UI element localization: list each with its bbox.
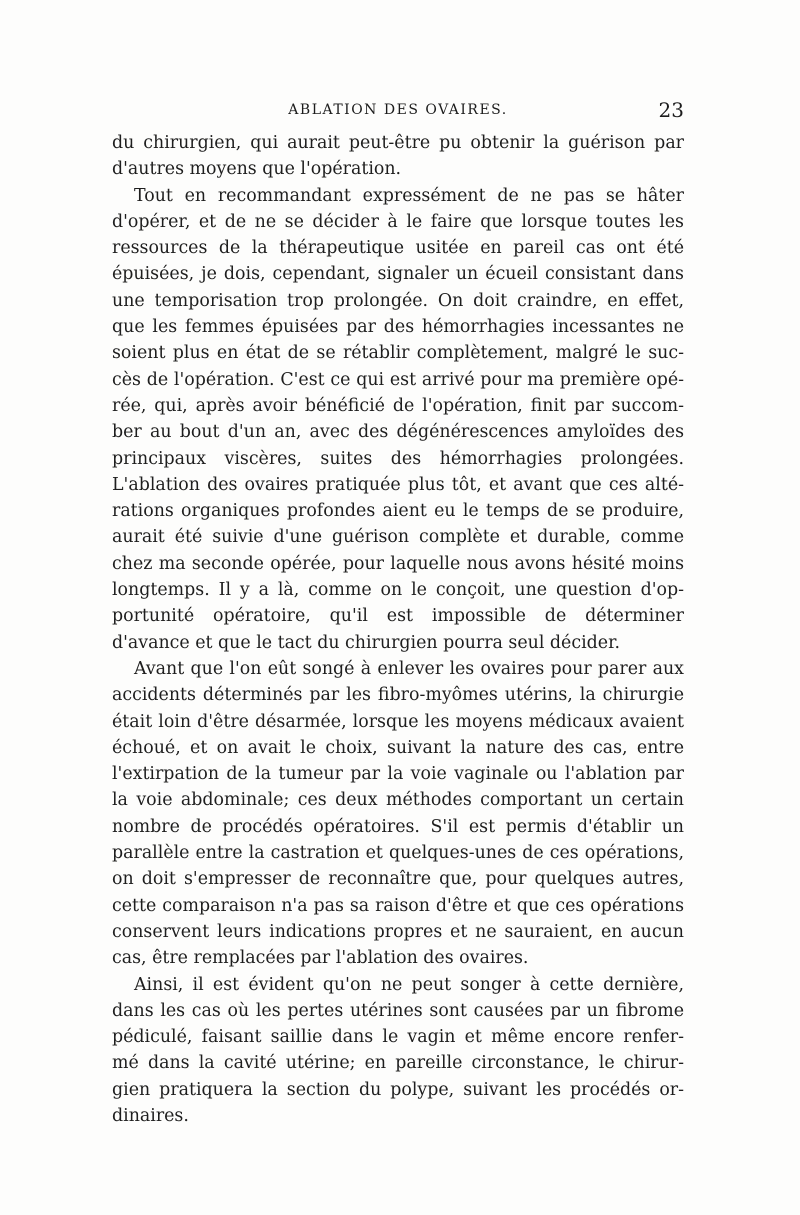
text-line: L'ablation des ovaires pratiquée plus tôt, et avant que ces alté- [112, 474, 684, 495]
text-line: Tout en recommandant expressément de ne pas se hâter [134, 185, 684, 206]
text-line: parallèle entre la castration et quelques-unes de ces opérations, [112, 843, 684, 864]
text-line: était loin d'être désarmée, lorsque les moyens médicaux avaient [112, 711, 684, 732]
text-line: on doit s'empresser de reconnaître que, pour quelques autres, [112, 869, 684, 890]
text-line: mé dans la cavité utérine; en pareille circonstance, le chirur- [112, 1053, 684, 1074]
running-title: ABLATION DES OVAIRES. [288, 102, 508, 118]
text-line: d'avance et que le tact du chirurgien pourra seul décider. [112, 632, 621, 653]
text-line: cette comparaison n'a pas sa raison d'être et que ces opérations [112, 895, 684, 916]
text-line: cas, être remplacées par l'ablation des ovaires. [112, 948, 529, 969]
text-line: accidents déterminés par les fibro-myômes utérins, la chirurgie [112, 685, 684, 706]
text-line: d'opérer, et de ne se décider à le faire que lorsque toutes les [112, 211, 684, 232]
text-line: épuisées, je dois, cependant, signaler un écueil consistant dans [112, 264, 684, 285]
text-line: cès de l'opération. C'est ce qui est arrivé pour ma première opé- [112, 369, 684, 390]
text-line: principaux viscères, suites des hémorrhagies prolongées. [112, 448, 684, 469]
text-line: ressources de la thérapeutique usitée en pareil cas ont été [112, 238, 684, 259]
text-line: nombre de procédés opératoires. S'il est permis d'établir un [112, 816, 684, 837]
text-line: gien pratiquera la section du polype, suivant les procédés or- [112, 1079, 684, 1100]
text-line: rée, qui, après avoir bénéficié de l'opération, finit par succom- [112, 395, 684, 416]
text-line: ber au bout d'un an, avec des dégénérescences amyloïdes des [112, 422, 684, 443]
text-line: que les femmes épuisées par des hémorrhagies incessantes ne [112, 317, 684, 338]
text-line: la voie abdominale; ces deux méthodes comportant un certain [112, 790, 684, 811]
text-line: soient plus en état de se rétablir complètement, malgré le suc- [112, 343, 684, 364]
text-line: pédiculé, faisant saillie dans le vagin et même encore renfer- [112, 1027, 684, 1048]
text-line: une temporisation trop prolongée. On doit craindre, en effet, [112, 290, 684, 311]
text-line: chez ma seconde opérée, pour laquelle nous avons hésité moins [112, 553, 684, 574]
text-line: dans les cas où les pertes utérines sont causées par un fibrome [112, 1000, 684, 1021]
text-line: rations organiques profondes aient eu le temps de se produire, [112, 501, 684, 522]
text-line: dinaires. [112, 1105, 189, 1126]
text-line: d'autres moyens que l'opération. [112, 159, 402, 180]
text-line: Ainsi, il est évident qu'on ne peut songer à cette dernière, [134, 974, 684, 995]
text-line: l'extirpation de la tumeur par la voie vaginale ou l'ablation par [112, 764, 684, 785]
text-line: longtemps. Il y a là, comme on le conçoit, une question d'op- [112, 580, 684, 601]
text-line: échoué, et on avait le choix, suivant la nature des cas, entre [112, 737, 684, 758]
text-line: du chirurgien, qui aurait peut-être pu obtenir la guérison par [112, 133, 684, 153]
text-line: Avant que l'on eût songé à enlever les ovaires pour parer aux [134, 658, 684, 679]
text-line: aurait été suivie d'une guérison complète et durable, comme [112, 527, 684, 548]
page-header [112, 98, 684, 122]
text-line: conservent leurs indications propres et ne sauraient, en aucun [112, 921, 684, 942]
body-text [112, 130, 684, 1129]
text-line: portunité opératoire, qu'il est impossible de déterminer [112, 606, 684, 627]
page-number: 23 [658, 98, 684, 122]
